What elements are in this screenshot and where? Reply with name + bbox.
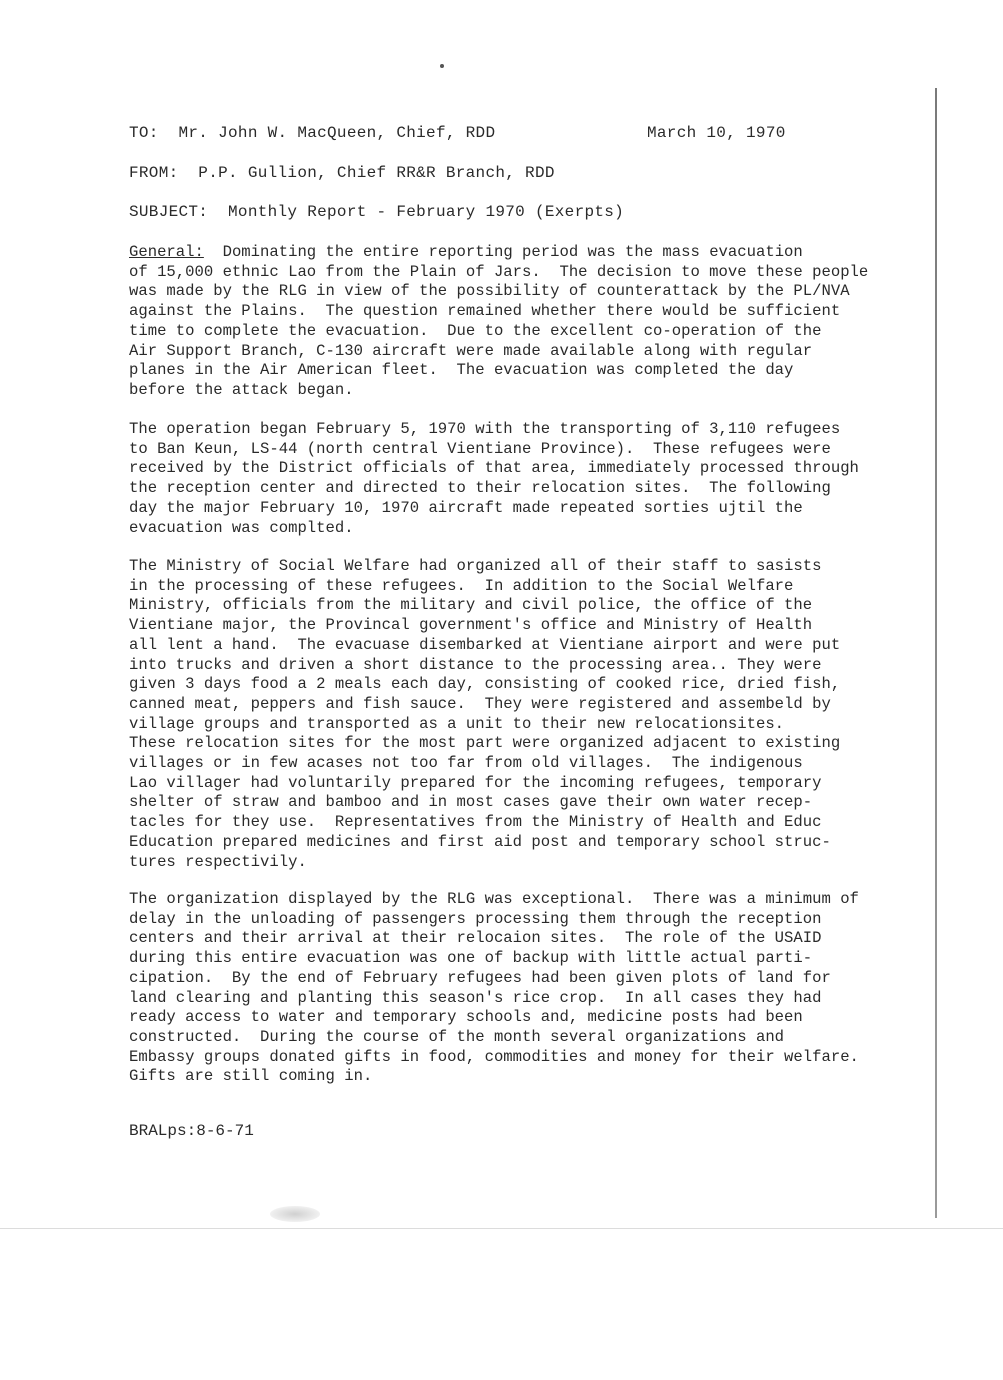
- paragraph-general: [129, 243, 919, 401]
- paragraph-line: cipation. By the end of February refugees had been given plots of land for: [129, 968, 831, 987]
- scan-bottom-edge: [0, 1228, 1003, 1229]
- paragraph-line: into trucks and driven a short distance to the processing area.. They were: [129, 655, 822, 674]
- paragraph-line: constructed. During the course of the month several organizations and: [129, 1027, 785, 1046]
- paragraph-line: before the attack began.: [129, 380, 354, 399]
- paragraph-line: time to complete the evacuation. Due to the excellent co-operation of the: [129, 321, 822, 340]
- paragraph-line: Gifts are still coming in.: [129, 1067, 373, 1086]
- paragraph-line: land clearing and planting this season's rice crop. In all cases they had: [129, 988, 822, 1007]
- paragraph-line: all lent a hand. The evacuase disembarked at Vientiane airport and were put: [129, 635, 841, 654]
- paragraph-line: to Ban Keun, LS-44 (north central Vientiane Province). These refugees were: [129, 439, 831, 458]
- paragraph-line: Lao villager had voluntarily prepared for the incoming refugees, temporary: [129, 773, 822, 792]
- paragraph-ministry: [129, 557, 919, 872]
- paragraph-line: The Ministry of Social Welfare had organized all of their staff to sasists: [129, 557, 822, 575]
- paragraph-organization: [129, 890, 919, 1087]
- paragraph-line: delay in the unloading of passengers processing them through the reception: [129, 909, 822, 928]
- paragraph-line: canned meat, peppers and fish sauce. They were registered and assembeld by: [129, 694, 831, 713]
- paragraph-line: planes in the Air American fleet. The evacuation was completed the day: [129, 361, 794, 380]
- memo-subject: SUBJECT: Monthly Report - February 1970 (Exerpts): [129, 203, 625, 221]
- paragraph-line: day the major February 10, 1970 aircraft made repeated sorties ujtil the: [129, 498, 803, 517]
- paragraph-line: Dominating the entire reporting period was the mass evacuation: [203, 243, 803, 261]
- paragraph-line: The operation began February 5, 1970 with the transporting of 3,110 refugees: [129, 420, 841, 438]
- paragraph-line: received by the District officials of that area, immediately processed through: [129, 459, 859, 478]
- paragraph-line: against the Plains. The question remained whether there would be sufficient: [129, 302, 841, 321]
- paragraph-line: of 15,000 ethnic Lao from the Plain of Jars. The decision to move these people: [129, 262, 869, 281]
- memo-date: March 10, 1970: [647, 124, 786, 142]
- paragraph-line: was made by the RLG in view of the possibility of counterattack by the PL/NVA: [129, 282, 850, 301]
- memo-to: TO: Mr. John W. MacQueen, Chief, RDD: [129, 124, 496, 142]
- scan-smudge: [270, 1206, 320, 1222]
- reference-code: BRALps:8-6-71: [129, 1122, 254, 1140]
- paragraph-operation: [129, 420, 919, 538]
- paragraph-line: Air Support Branch, C-130 aircraft were made available along with regular: [129, 341, 813, 360]
- ink-speck: [440, 64, 444, 68]
- paragraph-line: These relocation sites for the most part were organized adjacent to existing: [129, 734, 841, 753]
- paragraph-line: the reception center and directed to their relocation sites. The following: [129, 479, 831, 498]
- paragraph-line: The organization displayed by the RLG was exceptional. There was a minimum of: [129, 890, 859, 908]
- paragraph-line: centers and their arrival at their relocaion sites. The role of the USAID: [129, 929, 822, 948]
- paragraph-line: Vientiane major, the Provincal government's office and Ministry of Health: [129, 616, 813, 635]
- paragraph-line: evacuation was complted.: [129, 518, 354, 537]
- paragraph-line: Ministry, officials from the military and civil police, the office of the: [129, 596, 813, 615]
- paragraph-line: Embassy groups donated gifts in food, commodities and money for their welfare.: [129, 1047, 859, 1066]
- paragraph-line: given 3 days food a 2 meals each day, consisting of cooked rice, dried fish,: [129, 675, 841, 694]
- paragraph-line: Education prepared medicines and first aid post and temporary school struc-: [129, 832, 831, 851]
- paragraph-line: in the processing of these refugees. In addition to the Social Welfare: [129, 576, 794, 595]
- paragraph-line: village groups and transported as a unit to their new relocationsites.: [129, 714, 785, 733]
- scan-edge-line: [935, 88, 937, 1218]
- paragraph-line: tures respectivily.: [129, 852, 307, 871]
- section-heading-general: General:: [129, 243, 204, 261]
- paragraph-line: during this entire evacuation was one of backup with little actual parti-: [129, 949, 813, 968]
- paragraph-line: villages or in few acases not too far from old villages. The indigenous: [129, 754, 803, 773]
- memo-from: FROM: P.P. Gullion, Chief RR&R Branch, RDD: [129, 164, 555, 182]
- paragraph-line: ready access to water and temporary schools and, medicine posts had been: [129, 1008, 803, 1027]
- paragraph-line: tacles for they use. Representatives from the Ministry of Health and Educ: [129, 813, 822, 832]
- paragraph-line: shelter of straw and bamboo and in most cases gave their own water recep-: [129, 793, 813, 812]
